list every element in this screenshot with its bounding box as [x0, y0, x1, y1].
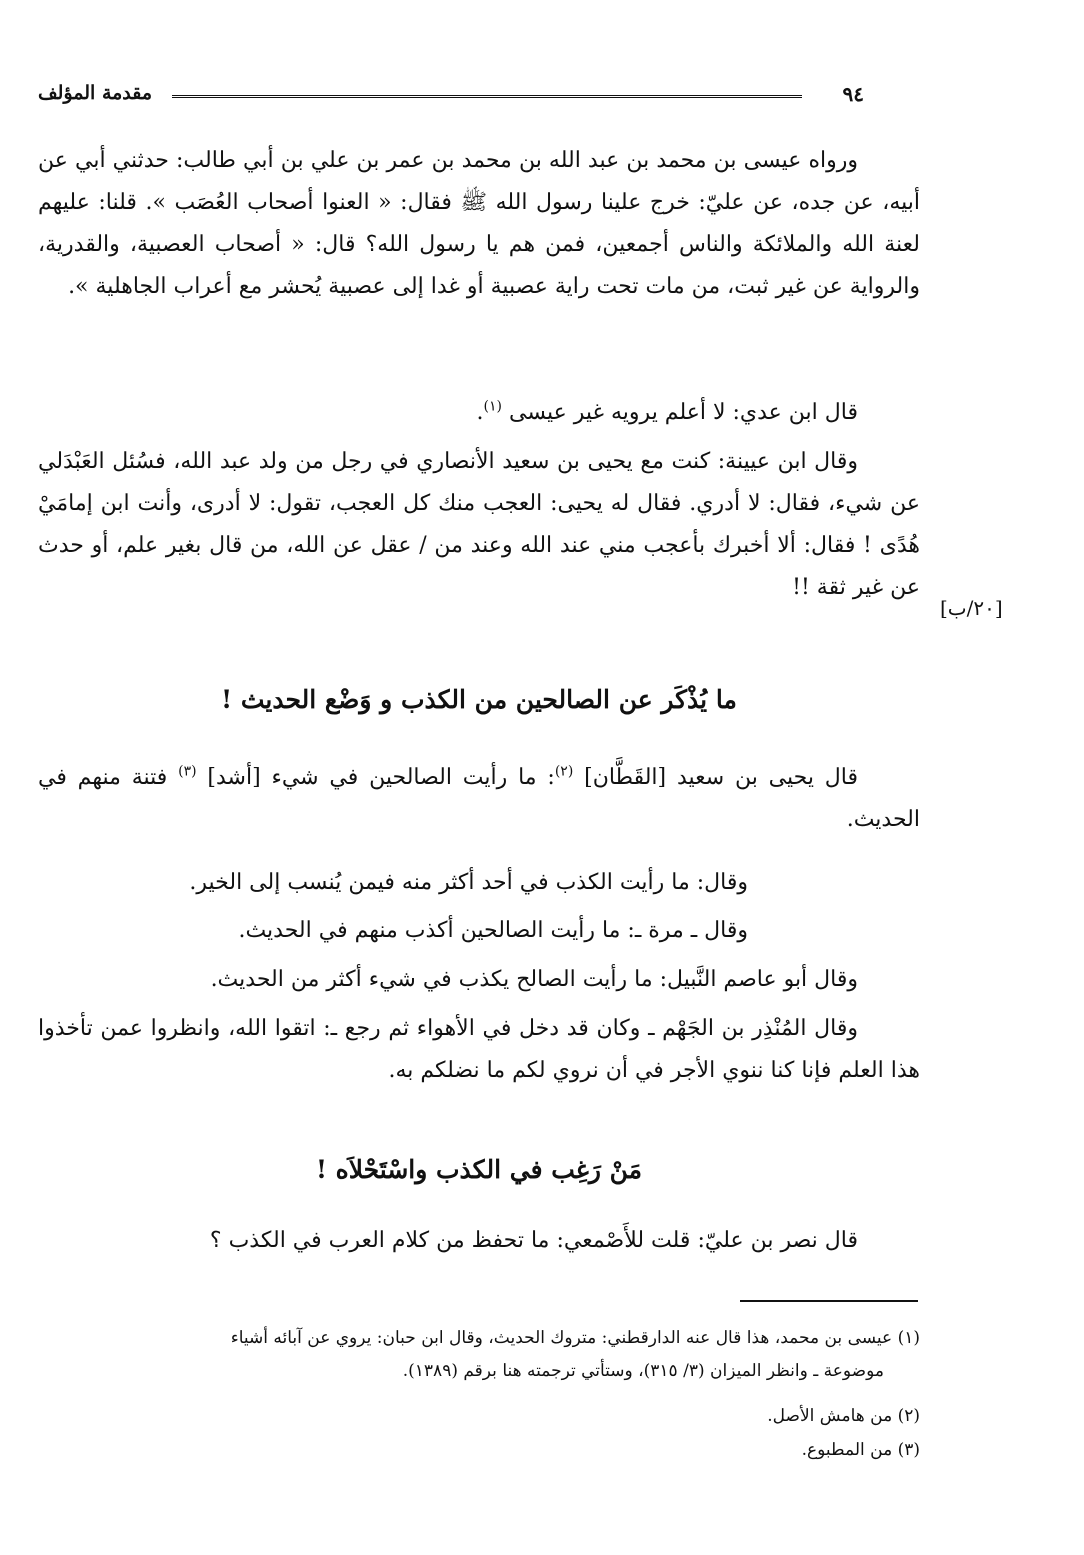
footnote-ref-2: (٢) [554, 763, 574, 780]
footnote-1-line-2: موضوعة ـ وانظر الميزان (٣/ ٣١٥)، وستأتي ترجمته هنا برقم (١٣٨٩). [402, 1361, 884, 1381]
header-rule [172, 95, 802, 98]
paragraph-text-b: : ما رأيت الصالحين في شيء [أشد] [207, 765, 555, 790]
paragraph-mundhir: وقال المُنْذِر بن الجَهْم ـ وكان قد دخل في الأهواء ثم رجع ـ: اتقوا الله، وانظروا عمن تأخذوا هذا العلم فإنا كنا ننوي الأجر في أن نروي لكم ما نضلكم به. [38, 1016, 920, 1083]
paragraph-text: قال ابن عدي: لا أعلم يرويه غير عيسى [509, 400, 858, 425]
paragraph-nasr-ali: قال نصر بن عليّ: قلت للأَصْمعي: ما تحفظ من كلام العرب في الكذب ؟ [209, 1228, 858, 1253]
paragraph-end: . [476, 400, 484, 425]
paragraph-ibn-uyayna: وقال ابن عيينة: كنت مع يحيى بن سعيد الأنصاري في رجل من ولد عبد الله، فسُئل العَبْدَلي عن شيء، فقال: لا أدري. فقال له يحيى: العجب منك كل العجب، تقول: لا أدرى، وأنت ابن إمامَيْ هُدًى ! فقال: ألا أخبرك بأعجب مني عند الله وعند من / عقل عن الله، من قال بغير علم، أو حدث عن غير ثقة !! [38, 449, 920, 600]
paragraph-ibn-adi [38, 392, 920, 434]
footnote-ref-3: (٣) [178, 763, 197, 780]
paragraph-isa-narration: ورواه عيسى بن محمد بن عبد الله بن محمد بن عمر بن علي بن أبي طالب: حدثني أبي عن أبيه، عن جده، عن عليّ: خرج علينا رسول الله ﷺ فقال: « العنوا أصحاب العُصَب ». قلنا: عليهم لعنة الله والملائكة والناس أجمعين، فمن هم يا رسول الله؟ قال: « أصحاب العصبية، والقدرية، والرواية عن غير ثبت، من مات تحت راية عصبية أو غدا إلى عصبية يُحشر مع أعراب الجاهلية ». [38, 148, 920, 299]
running-title: مقدمة المؤلف [38, 82, 153, 104]
footnote-3: (٣) من المطبوع. [801, 1440, 920, 1460]
footnote-1-line-1: (١) عيسى بن محمد، هذا قال عنه الدارقطني: متروك الحديث، وقال ابن حبان: يروي عن آبائه أشياء [230, 1328, 920, 1348]
section-heading-righteous-lying: ما يُذْكَر عن الصالحين من الكذب و وَضْع الحديث ! [221, 685, 737, 714]
footnote-2: (٢) من هامش الأصل. [767, 1406, 920, 1426]
paragraph-yahya-qattan [38, 757, 920, 841]
paragraph-text-a: قال يحيى بن سعيد [القَطَّان] [584, 765, 859, 790]
paragraph-abu-asim: وقال أبو عاصم النَّبيل: ما رأيت الصالح يكذب في شيء أكثر من الحديث. [210, 967, 858, 992]
paragraph-lying-good-people: وقال: ما رأيت الكذب في أحد أكثر منه فيمن يُنسب إلى الخير. [189, 870, 748, 895]
footnote-rule [740, 1300, 918, 1302]
paragraph-once-said: وقال ـ مرة ـ: ما رأيت الصالحين أكذب منهم في الحديث. [238, 918, 748, 943]
footnote-ref-1: (١) [483, 398, 503, 415]
page-number: ٩٤ [842, 82, 864, 106]
paragraph-text-c: فتنة منهم في الحديث. [38, 765, 920, 832]
manuscript-folio-marker: [٢٠/ب] [940, 596, 1003, 620]
section-heading-desired-lying: مَنْ رَغِب في الكذب واسْتَحْلاَه ! [315, 1155, 643, 1184]
footnote-1 [38, 1322, 920, 1388]
